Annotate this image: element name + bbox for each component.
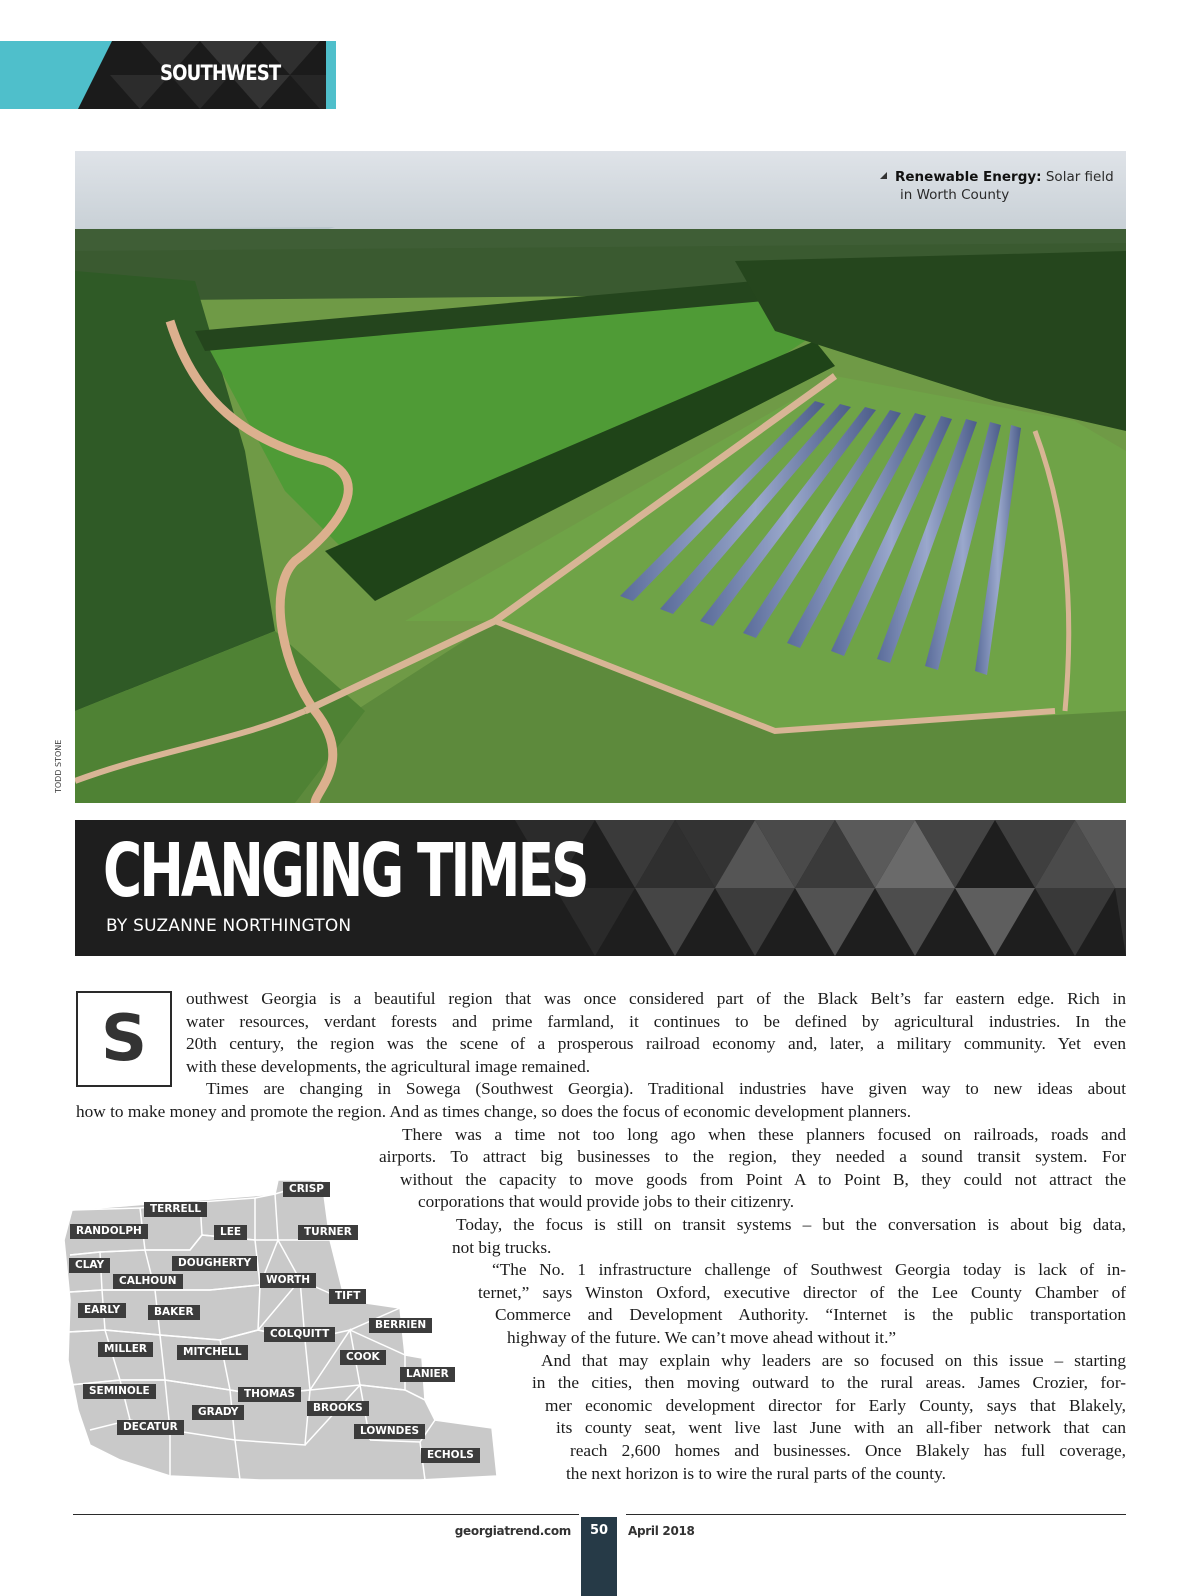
county-label-baker: BAKER	[148, 1305, 200, 1320]
caption-marker-icon	[880, 172, 887, 179]
page-number: 50	[589, 1523, 609, 1538]
footer-rule-right	[626, 1514, 1126, 1515]
caption-bold: Renewable Energy:	[895, 169, 1042, 185]
county-label-mitchell: MITCHELL	[177, 1345, 248, 1360]
body-line: outhwest Georgia is a beautiful region that was once considered part of the Black Belt’s far eastern edge. Rich in	[186, 989, 1126, 1008]
county-label-cook: COOK	[340, 1350, 386, 1365]
body-line: Commerce and Development Authority. “Internet is the public transportation	[495, 1305, 1126, 1325]
county-label-lowndes: LOWNDES	[354, 1424, 425, 1439]
body-line: highway of the future. We can’t move ahead without it.”	[507, 1328, 897, 1347]
body-line: with these developments, the agricultural image remained.	[186, 1056, 591, 1076]
county-label-terrell: TERRELL	[144, 1202, 207, 1217]
body-line: corporations that would provide jobs to their citizenry.	[418, 1192, 795, 1212]
body-line: how to make money and promote the region. And as times change, so does the focus of economic development planners.	[76, 1102, 912, 1121]
body-line: And that may explain why leaders are so focused on this issue – starting	[541, 1350, 1126, 1370]
caption-line2: in Worth County	[900, 187, 1010, 203]
article-title: CHANGING TIMES	[103, 828, 587, 914]
body-line: without the capacity to move goods from Point A to Point B, they could not attract the	[400, 1169, 1126, 1189]
article-byline: BY SUZANNE NORTHINGTON	[106, 916, 352, 936]
county-label-dougherty: DOUGHERTY	[172, 1256, 257, 1271]
body-line: airports. To attract big businesses to the region, they needed a sound transit system. For	[379, 1147, 1126, 1167]
county-label-miller: MILLER	[98, 1342, 153, 1357]
county-label-early: EARLY	[78, 1303, 126, 1318]
footer-rule-left	[73, 1514, 579, 1515]
county-label-calhoun: CALHOUN	[113, 1274, 183, 1289]
footer-site: georgiatrend.com	[454, 1524, 571, 1538]
title-band	[75, 820, 1126, 956]
county-label-worth: WORTH	[260, 1273, 316, 1288]
body-line: 20th century, the region was the scene of a prosperous railroad economy and, later, a military community. Yet even	[186, 1034, 1126, 1054]
body-line: in the cities, then moving outward to the rural areas. James Crozier, for-	[532, 1373, 1126, 1393]
county-label-lee: LEE	[214, 1225, 247, 1240]
county-label-randolph: RANDOLPH	[70, 1224, 148, 1239]
photo-credit: TODD STONE	[54, 739, 63, 793]
county-label-turner: TURNER	[298, 1225, 358, 1240]
county-label-grady: GRADY	[192, 1405, 244, 1420]
drop-cap: S	[76, 991, 172, 1087]
body-line: the next horizon is to wire the rural parts of the county.	[566, 1463, 946, 1483]
county-label-colquitt: COLQUITT	[264, 1327, 335, 1342]
county-label-brooks: BROOKS	[307, 1401, 369, 1416]
hero-photo	[75, 151, 1126, 803]
body-line: ternet,” says Winston Oxford, executive director of the Lee County Chamber of	[478, 1282, 1126, 1302]
county-label-clay: CLAY	[69, 1258, 110, 1273]
county-label-lanier: LANIER	[400, 1367, 455, 1382]
county-label-echols: ECHOLS	[421, 1448, 480, 1463]
body-line: “The No. 1 infrastructure challenge of Southwest Georgia today is lack of in-	[492, 1260, 1126, 1280]
solar-field-illustration	[75, 151, 1126, 803]
county-label-tift: TIFT	[329, 1289, 366, 1304]
section-label: SOUTHWEST	[160, 61, 281, 85]
section-tab	[0, 41, 336, 109]
caption-text: Solar field	[1045, 169, 1114, 185]
body-line: its county seat, went live last June with an all-fiber network that can	[556, 1418, 1126, 1438]
county-label-thomas: THOMAS	[238, 1387, 301, 1402]
body-line: mer economic development director for Early County, says that Blakely,	[545, 1395, 1126, 1415]
county-label-decatur: DECATUR	[117, 1420, 184, 1435]
body-line: not big trucks.	[452, 1237, 552, 1257]
photo-caption	[880, 168, 1120, 204]
county-label-crisp: CRISP	[283, 1182, 330, 1197]
body-line: reach 2,600 homes and businesses. Once Blakely has full coverage,	[570, 1441, 1126, 1460]
county-map	[60, 1180, 512, 1482]
footer-issue: April 2018	[628, 1524, 695, 1538]
body-line: There was a time not too long ago when these planners focused on railroads, roads and	[402, 1124, 1126, 1144]
county-label-berrien: BERRIEN	[369, 1318, 432, 1333]
body-line: water resources, verdant forests and prime farmland, it continues to be defined by agricultural industries. In the	[186, 1011, 1126, 1031]
body-line: Today, the focus is still on transit systems – but the conversation is about big data,	[456, 1215, 1126, 1234]
county-label-seminole: SEMINOLE	[83, 1384, 156, 1399]
body-line: Times are changing in Sowega (Southwest Georgia). Traditional industries have given way to new ideas about	[206, 1079, 1126, 1099]
